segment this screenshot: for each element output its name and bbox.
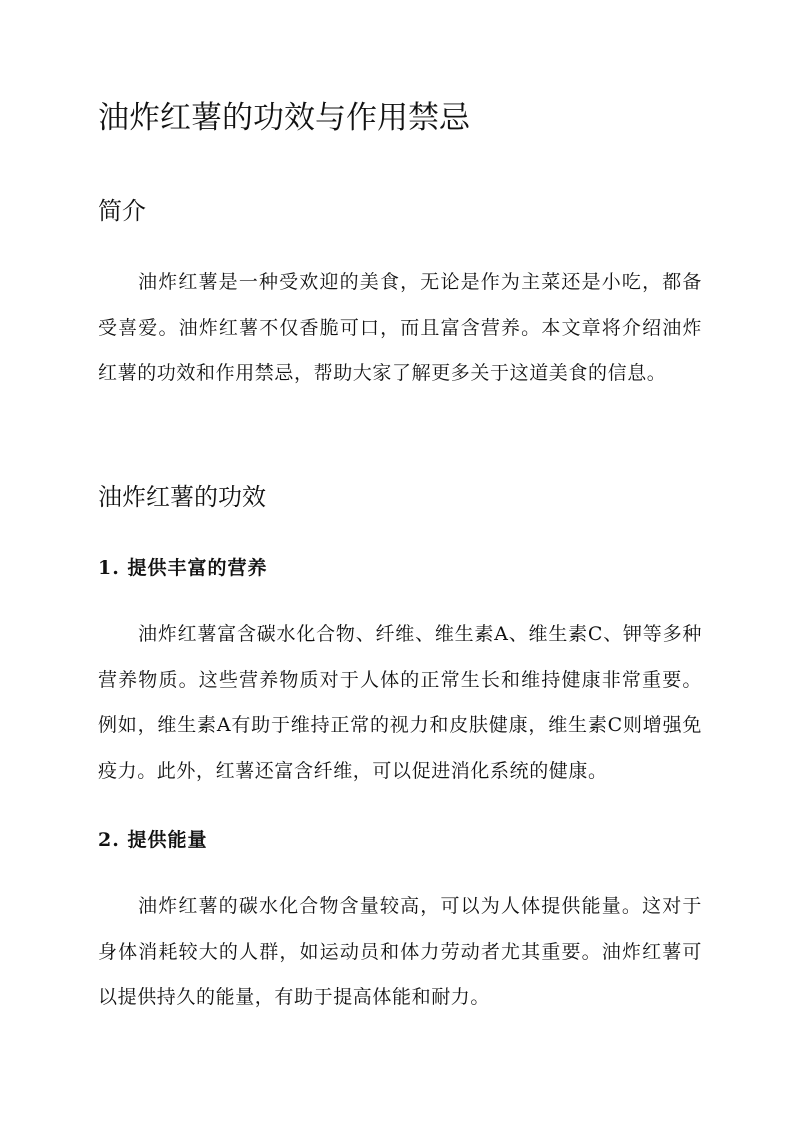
energy-paragraph: 油炸红薯的碳水化合物含量较高，可以为人体提供能量。这对于身体消耗较大的人群，如运动员和体力劳动者尤其重要。油炸红薯可以提供持久的能量，有助于提高体能和耐力。 (98, 895, 702, 1008)
section-heading-intro: 简介 (98, 197, 146, 225)
subsection-heading-energy: 2. 提供能量 (98, 829, 208, 851)
section-heading-benefits: 油炸红薯的功效 (98, 483, 266, 511)
intro-paragraph: 油炸红薯是一种受欢迎的美食，无论是作为主菜还是小吃，都备受喜爱。油炸红薯不仅香脆可口，而且富含营养。本文章将介绍油炸红薯的功效和作用禁忌，帮助大家了解更多关于这道美食的信息。 (98, 271, 702, 384)
nutrition-paragraph: 油炸红薯富含碳水化合物、纤维、维生素A、维生素C、钾等多种营养物质。这些营养物质对于人体的正常生长和维持健康非常重要。例如，维生素A有助于维持正常的视力和皮肤健康，维生素C则增强免疫力。此外，红薯还富含纤维，可以促进消化系统的健康。 (98, 623, 702, 782)
subsection-heading-nutrition: 1. 提供丰富的营养 (98, 557, 268, 579)
document-title: 油炸红薯的功效与作用禁忌 (98, 100, 470, 136)
